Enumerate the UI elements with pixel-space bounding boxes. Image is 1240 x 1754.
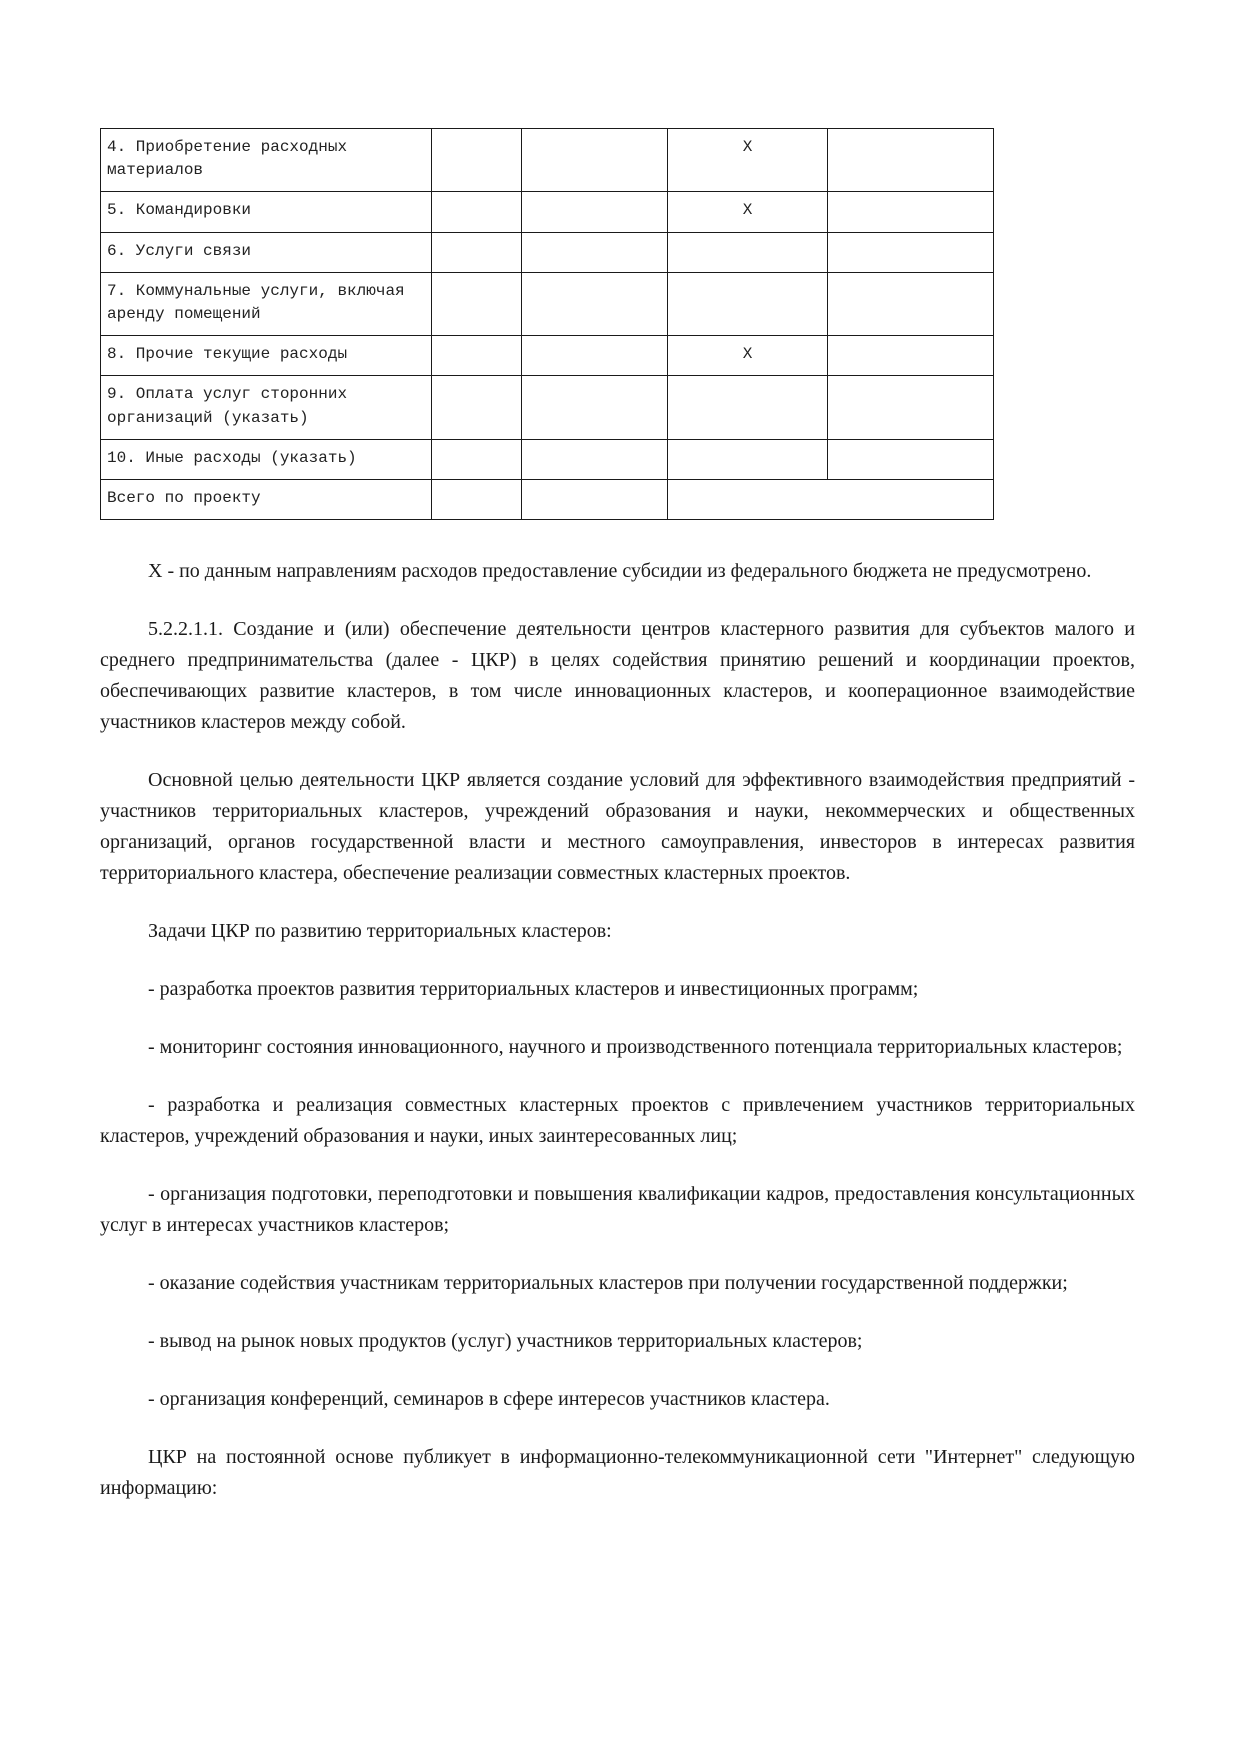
table-cell bbox=[668, 232, 828, 272]
table-cell bbox=[432, 192, 522, 232]
table-cell-label: 4. Приобретение расходных материалов bbox=[101, 129, 432, 192]
paragraph-5-2-2-1-1: 5.2.2.1.1. Создание и (или) обеспечение деятельности центров кластерного развития для субъектов малого и среднего предпринимательства (далее - ЦКР) в целях содействия принятию решений и координации проектов, обеспечивающих развитие кластеров, в том числе инновационных кластеров, и кооперационное взаимодействие участников кластеров между собой. bbox=[100, 618, 1135, 734]
table-cell bbox=[432, 272, 522, 335]
table-cell bbox=[828, 336, 994, 376]
table-cell bbox=[522, 439, 668, 479]
table-cell bbox=[668, 439, 828, 479]
table-cell bbox=[668, 479, 994, 519]
table-cell-label: 6. Услуги связи bbox=[101, 232, 432, 272]
table-cell bbox=[522, 376, 668, 439]
table-cell bbox=[432, 232, 522, 272]
table-cell bbox=[522, 192, 668, 232]
table-cell bbox=[522, 129, 668, 192]
table-cell bbox=[668, 376, 828, 439]
table-cell bbox=[522, 232, 668, 272]
table-row bbox=[101, 336, 994, 376]
paragraph-internet-info: ЦКР на постоянной основе публикует в информационно-телекоммуникационной сети "Интернет" следующую информацию: bbox=[100, 1446, 1135, 1500]
paragraph-task-1: - разработка проектов развития территориальных кластеров и инвестиционных программ; bbox=[148, 978, 919, 1001]
document-body bbox=[100, 556, 1135, 1504]
table-cell-label: 10. Иные расходы (указать) bbox=[101, 439, 432, 479]
table-cell-label: 7. Коммунальные услуги, включая аренду помещений bbox=[101, 272, 432, 335]
table-cell bbox=[828, 129, 994, 192]
table-cell bbox=[668, 272, 828, 335]
table-cell bbox=[432, 376, 522, 439]
table-cell bbox=[828, 232, 994, 272]
table-cell-label: Всего по проекту bbox=[101, 479, 432, 519]
table-cell bbox=[828, 439, 994, 479]
paragraph-task-2: - мониторинг состояния инновационного, научного и производственного потенциала территориальных кластеров; bbox=[148, 1036, 1123, 1059]
table-row bbox=[101, 129, 994, 192]
table-cell bbox=[432, 439, 522, 479]
table-cell: X bbox=[668, 336, 828, 376]
table-cell-label: 8. Прочие текущие расходы bbox=[101, 336, 432, 376]
paragraph-task-6: - вывод на рынок новых продуктов (услуг) участников территориальных кластеров; bbox=[148, 1330, 863, 1353]
table-cell-label: 5. Командировки bbox=[101, 192, 432, 232]
paragraph-main-goal: Основной целью деятельности ЦКР является создание условий для эффективного взаимодействия предприятий - участников территориальных кластеров, учреждений образования и науки, некоммерческих и общественных организаций, органов государственной власти и местного самоуправления, инвесторов в интересах развития территориального кластера, обеспечение реализации совместных кластерных проектов. bbox=[100, 769, 1135, 885]
table-cell-label: 9. Оплата услуг сторонних организаций (указать) bbox=[101, 376, 432, 439]
table-cell bbox=[522, 272, 668, 335]
paragraph-task-7: - организация конференций, семинаров в сфере интересов участников кластера. bbox=[148, 1388, 830, 1411]
table-cell bbox=[828, 272, 994, 335]
paragraph-tasks-heading: Задачи ЦКР по развитию территориальных кластеров: bbox=[148, 920, 612, 943]
table-cell bbox=[432, 479, 522, 519]
table-cell bbox=[522, 336, 668, 376]
table-cell: X bbox=[668, 129, 828, 192]
table-cell bbox=[828, 376, 994, 439]
paragraph-task-5: - оказание содействия участникам территориальных кластеров при получении государственной поддержки; bbox=[148, 1272, 1068, 1295]
paragraph-x-note: Х - по данным направлениям расходов предоставление субсидии из федерального бюджета не предусмотрено. bbox=[148, 560, 1092, 583]
table-row bbox=[101, 272, 994, 335]
table-cell bbox=[828, 192, 994, 232]
table-row bbox=[101, 192, 994, 232]
expenses-table bbox=[100, 128, 994, 520]
table-cell bbox=[522, 479, 668, 519]
table-cell: X bbox=[668, 192, 828, 232]
paragraph-task-4: - организация подготовки, переподготовки и повышения квалификации кадров, предоставления консультационных услуг в интересах участников кластеров; bbox=[100, 1183, 1135, 1237]
table-row bbox=[101, 232, 994, 272]
paragraph-task-3: - разработка и реализация совместных кластерных проектов с привлечением участников территориальных кластеров, учреждений образования и науки, иных заинтересованных лиц; bbox=[100, 1094, 1135, 1148]
table-row bbox=[101, 376, 994, 439]
table-row bbox=[101, 439, 994, 479]
table-cell bbox=[432, 336, 522, 376]
table-cell bbox=[432, 129, 522, 192]
table-row-total bbox=[101, 479, 994, 519]
